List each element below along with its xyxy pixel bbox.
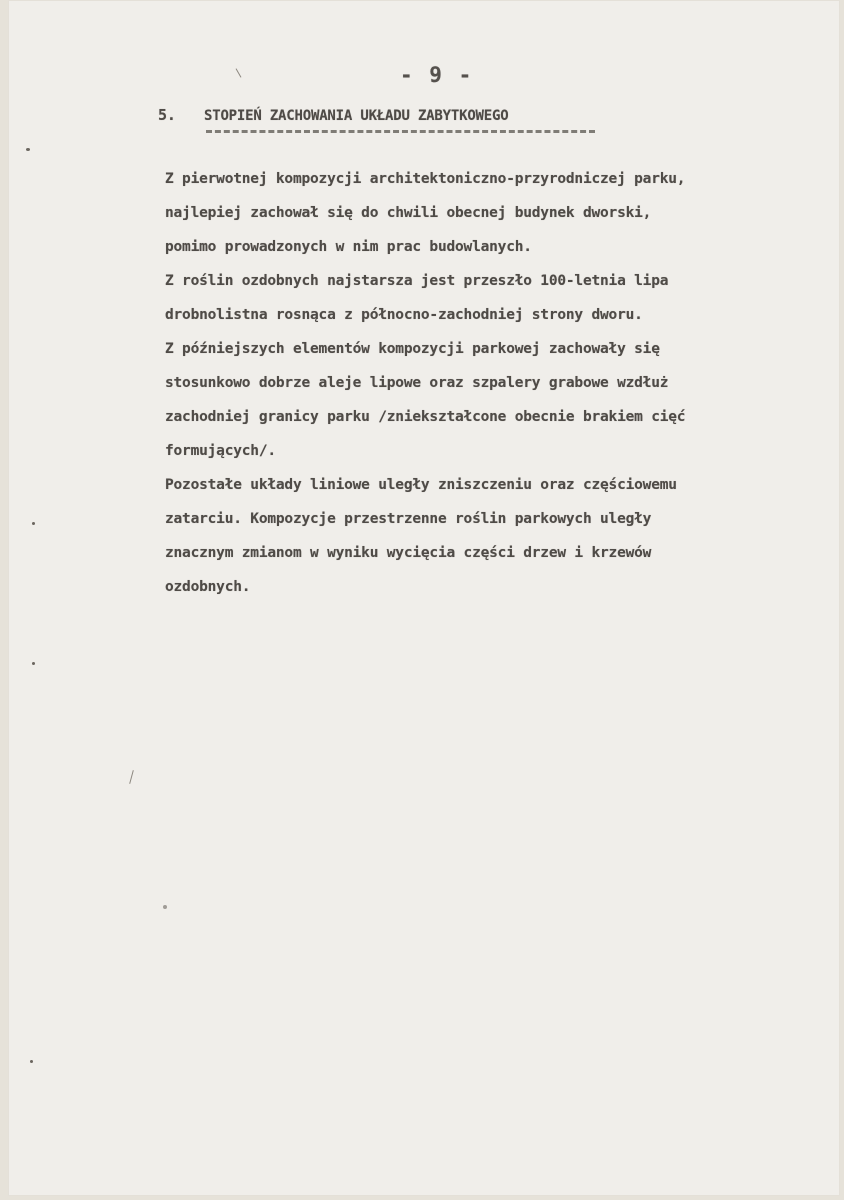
body-text bbox=[165, 162, 825, 604]
text-line: Z roślin ozdobnych najstarsza jest przeszło 100-letnia lipa bbox=[165, 273, 669, 289]
paper-speck bbox=[32, 522, 35, 525]
text-line: formujących/. bbox=[165, 443, 276, 459]
paper-speck bbox=[32, 662, 35, 665]
section-heading bbox=[158, 106, 508, 124]
paper-speck bbox=[26, 148, 30, 151]
section-title: STOPIEŃ ZACHOWANIA UKŁADU ZABYTKOWEGO bbox=[204, 108, 509, 124]
text-line: najlepiej zachował się do chwili obecnej budynek dworski, bbox=[165, 205, 652, 221]
paper-speck bbox=[163, 905, 167, 909]
paper-scratch bbox=[129, 770, 134, 784]
text-line: pomimo prowadzonych w nim prac budowlanych. bbox=[165, 239, 532, 255]
heading-underline bbox=[206, 130, 595, 133]
document-page bbox=[8, 0, 840, 1196]
page-number: - 9 - bbox=[400, 63, 474, 87]
text-line: zatarciu. Kompozycje przestrzenne roślin parkowych uległy bbox=[165, 511, 652, 527]
paper-speck bbox=[30, 1060, 33, 1063]
section-number: 5. bbox=[158, 106, 176, 124]
paper-scratch bbox=[236, 68, 242, 77]
text-line: ozdobnych. bbox=[165, 579, 251, 595]
text-line: Pozostałe układy liniowe uległy zniszczeniu oraz częściowemu bbox=[165, 477, 677, 493]
text-line: znacznym zmianom w wyniku wycięcia części drzew i krzewów bbox=[165, 545, 652, 561]
text-line: Z późniejszych elementów kompozycji parkowej zachowały się bbox=[165, 341, 660, 357]
text-line: zachodniej granicy parku /zniekształcone obecnie brakiem cięć bbox=[165, 409, 686, 425]
text-line: stosunkowo dobrze aleje lipowe oraz szpalery grabowe wzdłuż bbox=[165, 375, 669, 391]
text-line: Z pierwotnej kompozycji architektoniczno-przyrodniczej parku, bbox=[165, 171, 686, 187]
text-line: drobnolistna rosnąca z północno-zachodniej strony dworu. bbox=[165, 307, 643, 323]
